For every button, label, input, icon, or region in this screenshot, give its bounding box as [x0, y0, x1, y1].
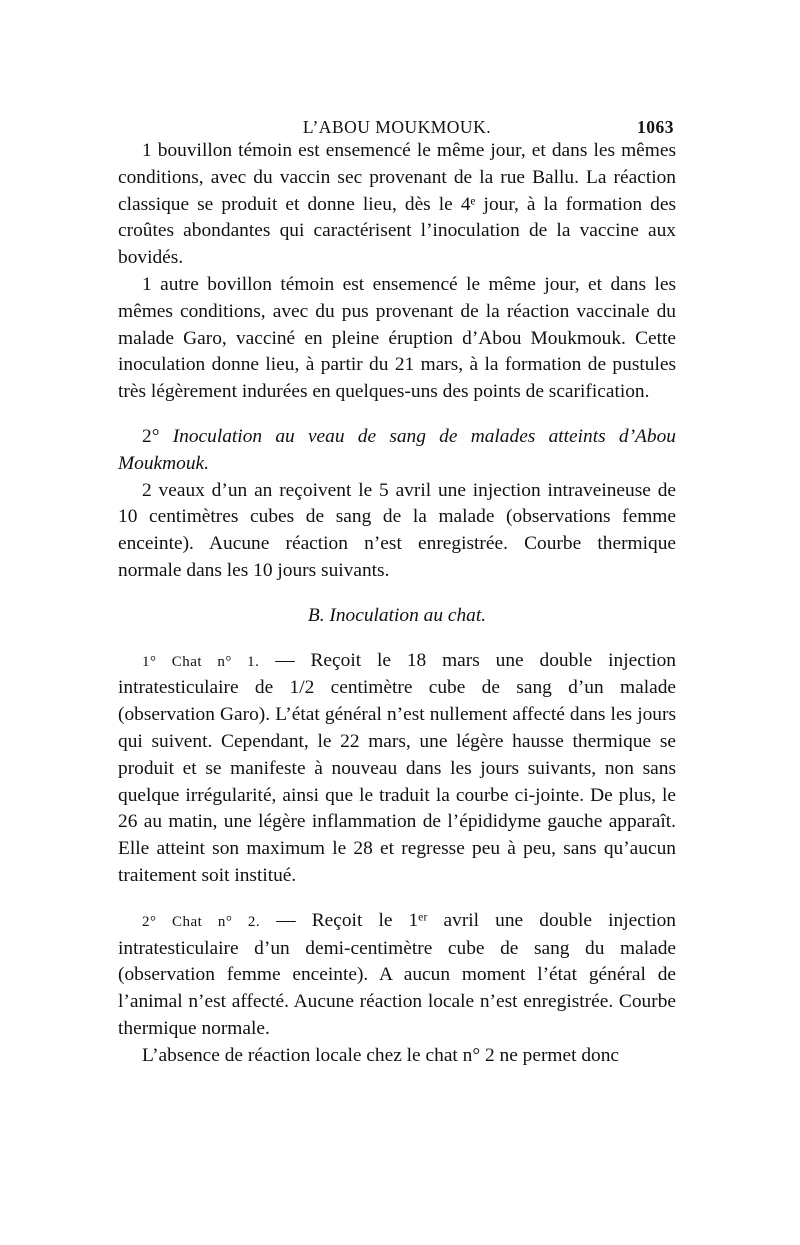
closing-paragraph: L’absence de réaction locale chez le chat n° 2 ne permet donc: [142, 1044, 620, 1066]
cat-2-text: — Reçoit le 1ᵉʳ avril une double injection intratesticulaire d’un demi-centimètre cube de sang du malade (observation femme enceinte). A aucun moment l’état général de l’animal n’est affecté. Aucune réaction locale n’est enregistrée. Courbe thermique normale.: [118, 909, 676, 1039]
section-2-body: 2 veaux d’un an reçoivent le 5 avril une injection intraveineuse de 10 centimètres cubes de sang de la malade (observations femme enceinte). Aucune réaction n’est enregistrée. Courbe thermique normale dans les 10 jours suivants.: [118, 479, 676, 581]
paragraph-bouvillon-2: 1 autre bovillon témoin est ensemencé le même jour, et dans les mêmes conditions, avec du pus provenant de la réaction vaccinale du malade Garo, vacciné en pleine éruption d’Abou Moukmouk. Cette inoculation donne lieu, à partir du 21 mars, à la formation de pustules très légèrement indurées en quelques-uns des points de scarification.: [118, 273, 676, 403]
section-b-title: B. Inoculation au chat.: [307, 604, 487, 626]
paragraph-bouvillon-1: 1 bouvillon témoin est ensemencé le même jour, et dans les mêmes conditions, avec du vaccin sec provenant de la rue Ballu. La réaction classique se produit et donne lieu, dès le 4ᵉ jour, à la formation des croûtes abondantes qui caractérisent l’inoculation de la vaccine aux bovidés.: [118, 140, 676, 269]
section-b-heading: [118, 603, 676, 630]
section-2-heading: [118, 424, 676, 478]
document-page: [118, 104, 676, 1070]
cat-2-label: 2° Chat n° 2.: [142, 913, 261, 930]
page-number: 1063: [637, 117, 674, 137]
cat-2-paragraph: [118, 908, 676, 1043]
section-2-title: Inoculation au veau de sang de malades atteints d’Abou Moukmouk.: [118, 425, 676, 474]
cat-1-label: 1° Chat n° 1.: [142, 653, 260, 670]
cat-1-text: — Reçoit le 18 mars une double injection intratesticulaire de 1/2 centimètre cube de sang d’un malade (observation Garo). L’état général n’est nullement affecté dans les jours qui suivent. Cependant, le 22 mars, une légère hausse thermique se produit et se manifeste à nouveau dans les jours suivants, non sans quelque irrégularité, ainsi que le traduit la courbe ci-jointe. De plus, le 26 au matin, une légère inflammation de l’épididyme gauche apparaît. Elle atteint son maximum le 28 et regresse peu à peu, sans qu’aucun traitement soit institué.: [118, 649, 676, 886]
running-title: L’ABOU MOUKMOUK.: [302, 117, 492, 137]
cat-1-paragraph: [118, 648, 676, 890]
running-header: [118, 104, 676, 138]
section-2-number: 2°: [142, 425, 160, 447]
